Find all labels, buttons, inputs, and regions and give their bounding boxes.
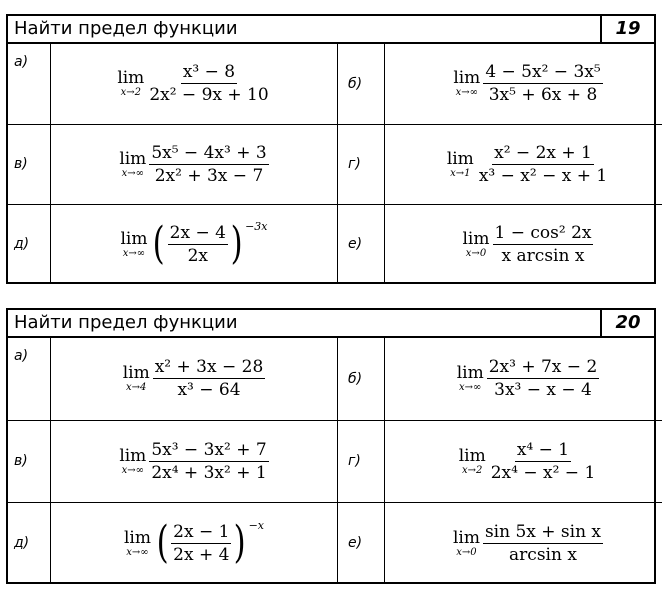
problem-row bbox=[8, 204, 662, 284]
denominator: 3x³ − x − 4 bbox=[494, 380, 592, 401]
denominator: arcsin x bbox=[509, 544, 577, 565]
denominator: 2x⁴ + 3x² + 1 bbox=[151, 462, 267, 483]
lim-word: lim bbox=[452, 527, 480, 548]
problem-label: е) bbox=[338, 204, 385, 284]
exponent: −x bbox=[248, 518, 265, 532]
lim-word: lim bbox=[119, 445, 147, 466]
problem-label: г) bbox=[338, 420, 385, 502]
problem-label: в) bbox=[8, 124, 51, 204]
left-paren: ( bbox=[156, 517, 169, 569]
denominator: x³ − x² − x + 1 bbox=[478, 165, 608, 186]
denominator: 3x⁵ + 6x + 8 bbox=[488, 85, 598, 106]
lim-word: lim bbox=[119, 148, 147, 169]
lim-word: lim bbox=[453, 68, 481, 89]
limit-expression bbox=[51, 502, 338, 584]
lim-subscript: x→2 bbox=[120, 87, 141, 99]
lim-word: lim bbox=[446, 148, 474, 169]
denominator: 2x² + 3x − 7 bbox=[154, 165, 264, 186]
card-header bbox=[8, 310, 654, 338]
denominator: 2x + 4 bbox=[173, 544, 230, 565]
right-paren: ) bbox=[233, 517, 247, 569]
problem-row bbox=[8, 502, 662, 584]
limit-expression bbox=[385, 44, 662, 124]
denominator: x³ − 64 bbox=[177, 380, 241, 401]
limit-expression bbox=[51, 420, 338, 502]
problem-label: б) bbox=[338, 338, 385, 420]
lim-word: lim bbox=[456, 363, 484, 384]
limit-expression bbox=[385, 338, 662, 420]
lim-word: lim bbox=[123, 527, 151, 548]
lim-subscript: x→0 bbox=[456, 546, 477, 558]
problem-label: б) bbox=[338, 44, 385, 124]
lim-word: lim bbox=[117, 68, 145, 89]
left-paren: ( bbox=[153, 218, 166, 270]
numerator: 5x⁵ − 4x³ + 3 bbox=[151, 142, 267, 163]
lim-subscript: x→∞ bbox=[122, 247, 146, 259]
denominator: 2x⁴ − x² − 1 bbox=[490, 462, 596, 483]
numerator: x² + 3x − 28 bbox=[154, 357, 264, 378]
lim-word: lim bbox=[458, 445, 486, 466]
lim-subscript: x→4 bbox=[126, 382, 147, 394]
limit-expression bbox=[385, 420, 662, 502]
numerator: 1 − cos² 2x bbox=[494, 222, 592, 243]
lim-subscript: x→∞ bbox=[459, 382, 482, 394]
problem-label: е) bbox=[338, 502, 385, 584]
problems-table bbox=[8, 338, 662, 584]
numerator: sin 5x + sin x bbox=[484, 521, 602, 542]
lim-word: lim bbox=[462, 228, 490, 249]
numerator: 2x³ + 7x − 2 bbox=[488, 357, 598, 378]
exponent: −3x bbox=[245, 219, 268, 233]
problem-row bbox=[8, 420, 662, 502]
card-title: Найти предел функции bbox=[14, 312, 238, 333]
lim-subscript: x→0 bbox=[465, 247, 487, 259]
limit-expression bbox=[385, 204, 662, 284]
card-number: 19 bbox=[600, 16, 654, 42]
card-header bbox=[8, 16, 654, 44]
card-number: 20 bbox=[600, 310, 654, 336]
numerator: 2x − 4 bbox=[169, 222, 226, 243]
lim-word: lim bbox=[122, 363, 150, 384]
numerator: x³ − 8 bbox=[182, 62, 236, 83]
lim-subscript: x→∞ bbox=[121, 167, 144, 179]
numerator: x² − 2x + 1 bbox=[494, 142, 592, 163]
problem-row bbox=[8, 124, 662, 204]
problem-label: а) bbox=[8, 44, 51, 124]
problem-label: д) bbox=[8, 502, 51, 584]
denominator: x arcsin x bbox=[501, 245, 585, 266]
problem-label: а) bbox=[8, 338, 51, 420]
lim-subscript: x→2 bbox=[462, 464, 483, 476]
lim-subscript: x→∞ bbox=[121, 464, 144, 476]
limit-expression bbox=[385, 124, 662, 204]
problem-label: г) bbox=[338, 124, 385, 204]
problem-label: д) bbox=[8, 204, 51, 284]
lim-subscript: x→1 bbox=[450, 167, 471, 179]
task-card-19 bbox=[6, 14, 656, 284]
problem-row bbox=[8, 44, 662, 124]
limit-expression bbox=[51, 44, 338, 124]
numerator: 2x − 1 bbox=[173, 521, 230, 542]
problem-label: в) bbox=[8, 420, 51, 502]
denominator: 2x² − 9x + 10 bbox=[149, 85, 269, 106]
lim-subscript: x→∞ bbox=[126, 546, 149, 558]
limit-expression bbox=[51, 204, 338, 284]
numerator: 4 − 5x² − 3x⁵ bbox=[485, 62, 601, 83]
numerator: 5x³ − 3x² + 7 bbox=[151, 439, 267, 460]
right-paren: ) bbox=[230, 218, 243, 270]
limit-expression bbox=[385, 502, 662, 584]
lim-word: lim bbox=[120, 228, 148, 249]
problem-row bbox=[8, 338, 662, 420]
limit-expression bbox=[51, 124, 338, 204]
lim-subscript: x→∞ bbox=[455, 87, 478, 99]
task-card-20 bbox=[6, 308, 656, 584]
card-title: Найти предел функции bbox=[14, 18, 238, 39]
numerator: x⁴ − 1 bbox=[516, 439, 570, 460]
limit-expression bbox=[51, 338, 338, 420]
problems-table bbox=[8, 44, 662, 284]
denominator: 2x bbox=[187, 245, 208, 266]
